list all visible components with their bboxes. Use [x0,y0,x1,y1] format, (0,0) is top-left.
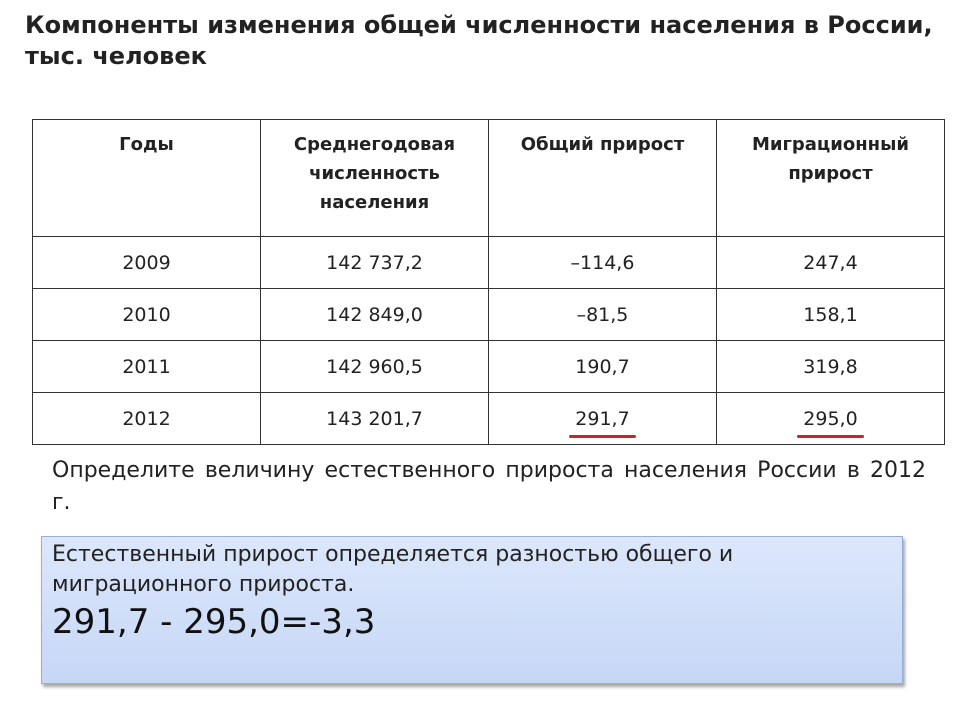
cell-avg-population: 142 737,2 [261,237,489,289]
cell-year: 2011 [33,341,261,393]
cell-avg-population: 142 849,0 [261,289,489,341]
cell-total-growth [489,393,717,445]
table-row [33,341,945,393]
header-avg-population: Среднегодовая численность населения [261,120,489,237]
page-title: Компоненты изменения общей численности населения в России, тыс. человек [25,11,933,70]
table-header-row [33,120,945,237]
header-years: Годы [33,120,261,237]
table-row [33,289,945,341]
table-row [33,393,945,445]
answer-box [41,536,903,684]
cell-total-growth: –114,6 [489,237,717,289]
question-text: Определите величину естественного прироста населения России в 2012 г. [52,458,926,515]
table-row [33,237,945,289]
cell-total-growth: 190,7 [489,341,717,393]
cell-migration-growth: 319,8 [717,341,945,393]
cell-year: 2010 [33,289,261,341]
header-migration-growth: Миграционный прирост [717,120,945,237]
cell-avg-population: 143 201,7 [261,393,489,445]
underlined-migration-growth-2012: 295,0 [803,407,858,430]
answer-formula: 291,7 - 295,0=-3,3 [52,602,376,642]
answer-explanation: Естественный прирост определяется разностью общего и миграционного прироста. [52,542,734,597]
cell-total-growth: –81,5 [489,289,717,341]
cell-avg-population: 142 960,5 [261,341,489,393]
cell-migration-growth: 158,1 [717,289,945,341]
population-table [32,119,945,445]
cell-migration-growth [717,393,945,445]
underlined-total-growth-2012: 291,7 [575,407,630,430]
cell-year: 2009 [33,237,261,289]
header-total-growth: Общий прирост [489,120,717,237]
cell-year: 2012 [33,393,261,445]
cell-migration-growth: 247,4 [717,237,945,289]
